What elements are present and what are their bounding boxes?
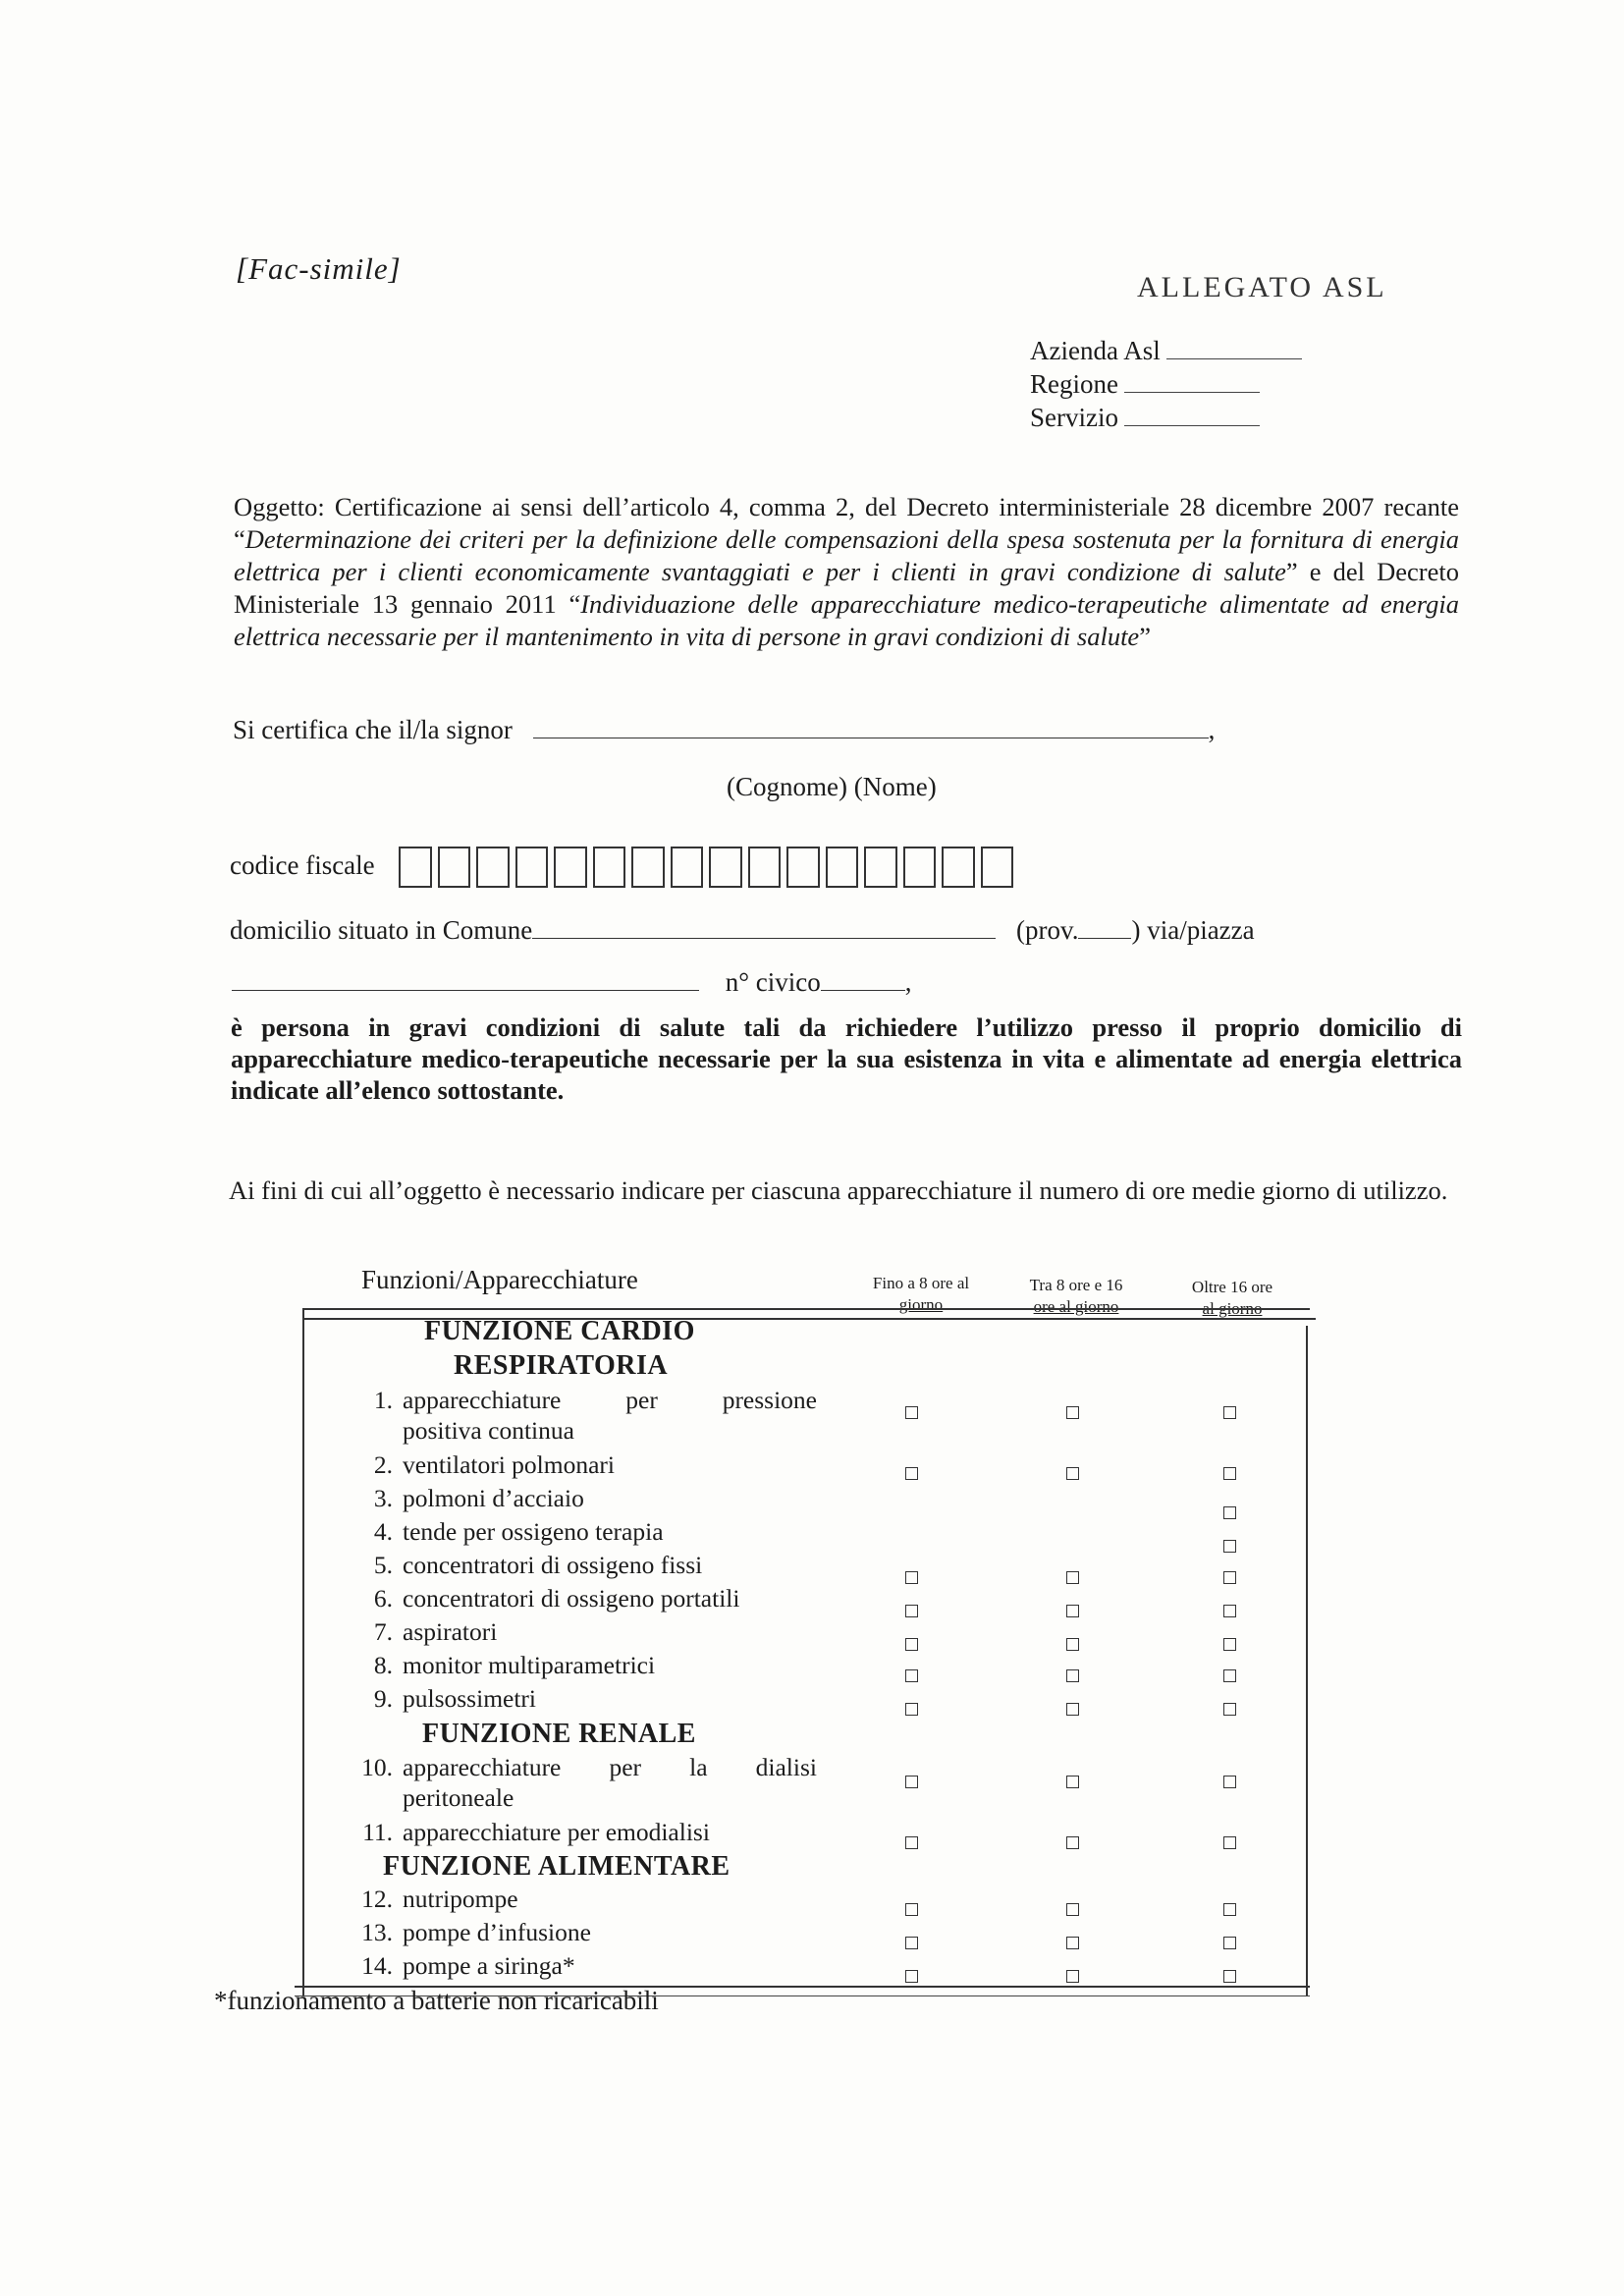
col-header-3-line2: al giorno: [1202, 1299, 1263, 1318]
asl-azienda-row: [1030, 336, 1302, 366]
hours-checkbox[interactable]: [1223, 1669, 1236, 1682]
hours-checkbox[interactable]: [905, 1903, 918, 1916]
hours-checkbox[interactable]: [905, 1669, 918, 1682]
item-label: apparecchiature per la dialisi: [403, 1753, 817, 1781]
section-alimentare: FUNZIONE ALIMENTARE: [383, 1851, 731, 1882]
table-row: [346, 1650, 856, 1680]
asl-servizio-label: Servizio: [1030, 403, 1118, 432]
table-row: [346, 1683, 856, 1714]
certifica-comma: ,: [1208, 715, 1216, 744]
asl-regione-row: [1030, 369, 1260, 400]
item-label: ventilatori polmonari: [403, 1450, 615, 1479]
item-number: 13.: [361, 1918, 393, 1946]
item-number: 10.: [361, 1753, 393, 1781]
civico-comma: ,: [904, 967, 912, 997]
hours-checkbox[interactable]: [905, 1406, 918, 1419]
oggetto-italic-2: Individuazione delle apparecchiature medico-terapeutiche alimentate ad energia elettrica necessarie per il mantenimento in vita di persone in gravi condizioni di salute: [234, 589, 1459, 651]
certifica-row: [233, 715, 1215, 745]
item-label: monitor multiparametrici: [403, 1651, 656, 1679]
codice-fiscale-box[interactable]: [748, 847, 782, 888]
codice-fiscale-box[interactable]: [438, 847, 471, 888]
table-row: [346, 1449, 856, 1480]
col-header-1-line2: giorno: [898, 1295, 944, 1314]
table-row: [346, 1950, 856, 1981]
item-number: 12.: [361, 1885, 393, 1913]
col-header-main: Funzioni/Apparecchiature: [361, 1265, 638, 1294]
item-label: nutripompe: [403, 1885, 518, 1913]
hours-checkbox[interactable]: [1066, 1937, 1079, 1949]
item-label: pompe d’infusione: [403, 1918, 591, 1946]
col-header-1-line1: Fino a 8 ore al: [872, 1274, 970, 1292]
item-label-continued: peritoneale: [403, 1783, 514, 1812]
codice-fiscale-box[interactable]: [515, 847, 549, 888]
hours-checkbox[interactable]: [1223, 1540, 1236, 1553]
hours-checkbox[interactable]: [1223, 1467, 1236, 1480]
via-label: ) via/piazza: [1131, 915, 1255, 945]
item-label: polmoni d’acciaio: [403, 1484, 584, 1512]
hours-checkbox[interactable]: [905, 1836, 918, 1849]
item-label: aspiratori: [403, 1617, 498, 1646]
hours-checkbox[interactable]: [1223, 1970, 1236, 1983]
hours-checkbox[interactable]: [1223, 1776, 1236, 1788]
codice-fiscale-label: codice fiscale: [230, 850, 375, 880]
hours-checkbox[interactable]: [1066, 1467, 1079, 1480]
item-number: 2.: [373, 1450, 393, 1479]
facsimile-label: [Fac-simile]: [236, 251, 402, 286]
codice-fiscale-box[interactable]: [671, 847, 704, 888]
table-row: [346, 1917, 856, 1947]
codice-fiscale-box[interactable]: [554, 847, 587, 888]
item-label: concentratori di ossigeno fissi: [403, 1551, 703, 1579]
codice-fiscale-box[interactable]: [476, 847, 510, 888]
table-row: [346, 1550, 856, 1580]
hours-checkbox[interactable]: [905, 1638, 918, 1651]
hours-checkbox[interactable]: [1066, 1836, 1079, 1849]
domicilio-label: domicilio situato in Comune: [230, 915, 533, 945]
table-row: [346, 1817, 856, 1847]
hours-checkbox[interactable]: [905, 1703, 918, 1716]
hours-checkbox[interactable]: [905, 1605, 918, 1617]
hours-checkbox[interactable]: [1223, 1638, 1236, 1651]
item-label: concentratori di ossigeno portatili: [403, 1584, 740, 1613]
oggetto-suffix: ”: [1139, 622, 1151, 651]
hours-checkbox[interactable]: [1066, 1970, 1079, 1983]
table-row: [346, 1752, 856, 1813]
section-cardio-line1: FUNZIONE CARDIO: [424, 1316, 695, 1346]
domicilio-row: [230, 915, 1255, 946]
civico-label: n° civico: [725, 967, 821, 997]
oggetto-prefix: Oggetto: Certificazione ai sensi dell’articolo 4, comma 2, del Decreto interministeriale 28 dicembre 2007 recante “: [234, 492, 1459, 554]
hours-checkbox[interactable]: [1066, 1605, 1079, 1617]
item-number: 7.: [373, 1617, 393, 1646]
codice-fiscale-boxes: [399, 847, 1019, 888]
hours-checkbox[interactable]: [1223, 1571, 1236, 1584]
item-number: 9.: [373, 1684, 393, 1713]
certifica-label: Si certifica che il/la signor: [233, 715, 513, 744]
prov-line[interactable]: [1078, 937, 1131, 939]
asl-azienda-line[interactable]: [1166, 357, 1302, 359]
codice-fiscale-box[interactable]: [709, 847, 742, 888]
col-header-3-line1: Oltre 16 ore: [1191, 1278, 1273, 1296]
hours-checkbox[interactable]: [1066, 1903, 1079, 1916]
codice-fiscale-box[interactable]: [786, 847, 820, 888]
comune-line[interactable]: [532, 937, 996, 939]
item-label: apparecchiature per pressione: [403, 1386, 817, 1414]
nome-line[interactable]: [533, 737, 1209, 738]
table-row: [346, 1583, 856, 1613]
hours-checkbox[interactable]: [1223, 1903, 1236, 1916]
codice-fiscale-box[interactable]: [981, 847, 1014, 888]
item-number: 6.: [373, 1584, 393, 1613]
via-row: [232, 967, 912, 998]
prov-label: (prov.: [1015, 915, 1079, 945]
hours-checkbox[interactable]: [905, 1467, 918, 1480]
codice-fiscale-box[interactable]: [903, 847, 937, 888]
asl-regione-label: Regione: [1030, 369, 1118, 399]
table-row: [346, 1516, 856, 1547]
codice-fiscale-box[interactable]: [864, 847, 897, 888]
hours-checkbox[interactable]: [1066, 1703, 1079, 1716]
item-label: pulsossimetri: [403, 1684, 537, 1713]
item-number: 3.: [373, 1484, 393, 1512]
oggetto-italic-1: Determinazione dei criteri per la definizione delle compensazioni della spesa sostenuta per la fornitura di energia elettrica per i clienti economicamente svantaggiati e per i clienti in gravi condizione di salute: [234, 524, 1459, 586]
table-row: [346, 1616, 856, 1647]
hours-checkbox[interactable]: [1223, 1836, 1236, 1849]
hours-checkbox[interactable]: [1066, 1571, 1079, 1584]
hours-checkbox[interactable]: [1223, 1937, 1236, 1949]
hours-checkbox[interactable]: [1223, 1605, 1236, 1617]
cognome-nome-hint: (Cognome) (Nome): [727, 772, 937, 801]
item-label-continued: positiva continua: [403, 1416, 574, 1445]
codice-fiscale-box[interactable]: [593, 847, 626, 888]
table-row: [346, 1483, 856, 1513]
civico-line[interactable]: [821, 989, 905, 991]
asl-servizio-line[interactable]: [1124, 424, 1260, 426]
codice-fiscale-box[interactable]: [942, 847, 975, 888]
hours-checkbox[interactable]: [1066, 1406, 1079, 1419]
hours-checkbox[interactable]: [1223, 1506, 1236, 1519]
hours-checkbox[interactable]: [1066, 1669, 1079, 1682]
section-renale: FUNZIONE RENALE: [422, 1719, 696, 1749]
item-number: 8.: [373, 1651, 393, 1679]
table-row: [346, 1884, 856, 1914]
via-line[interactable]: [232, 989, 699, 991]
asl-regione-line[interactable]: [1124, 391, 1260, 393]
codice-fiscale-box[interactable]: [399, 847, 432, 888]
item-label: tende per ossigeno terapia: [403, 1517, 664, 1546]
item-number: 11.: [362, 1818, 393, 1846]
hours-checkbox[interactable]: [905, 1776, 918, 1788]
allegato-title: ALLEGATO ASL: [1137, 271, 1387, 303]
item-label: apparecchiature per emodialisi: [403, 1818, 710, 1846]
codice-fiscale-box[interactable]: [631, 847, 665, 888]
item-number: 4.: [373, 1517, 393, 1546]
hours-checkbox[interactable]: [905, 1970, 918, 1983]
table-row: [346, 1385, 856, 1446]
item-number: 1.: [373, 1386, 393, 1414]
item-number: 5.: [373, 1551, 393, 1579]
hours-checkbox[interactable]: [1066, 1638, 1079, 1651]
col-header-2-line2: ore al giorno: [1033, 1297, 1119, 1316]
col-header-2-line1: Tra 8 ore e 16: [1029, 1276, 1123, 1294]
item-label: pompe a siringa*: [403, 1951, 575, 1980]
oggetto-paragraph: [234, 491, 1459, 653]
hours-checkbox[interactable]: [905, 1937, 918, 1949]
condizioni-paragraph: è persona in gravi condizioni di salute tali da richiedere l’utilizzo presso il proprio domicilio di apparecchiature medico-terapeutiche necessarie per la sua esistenza in vita e alimentate ad energia elettrica indicate all’elenco sottostante.: [231, 1012, 1462, 1105]
hours-checkbox[interactable]: [905, 1571, 918, 1584]
hours-checkbox[interactable]: [1223, 1406, 1236, 1419]
hours-checkbox[interactable]: [1223, 1703, 1236, 1716]
hours-checkbox[interactable]: [1066, 1776, 1079, 1788]
table-right-rule: [1306, 1326, 1308, 1996]
ai-fini-paragraph: Ai fini di cui all’oggetto è necessario indicare per ciascuna apparecchiature il numero di ore medie giorno di utilizzo.: [229, 1175, 1448, 1205]
footnote: *funzionamento a batterie non ricaricabili: [214, 1986, 659, 2015]
oggetto-middle: ” e del Decreto Ministeriale 13 gennaio 2011 “: [234, 557, 1460, 619]
asl-servizio-row: [1030, 403, 1260, 433]
item-number: 14.: [361, 1951, 393, 1980]
codice-fiscale-box[interactable]: [826, 847, 859, 888]
section-cardio-line2: RESPIRATORIA: [454, 1350, 669, 1381]
asl-azienda-label: Azienda Asl: [1030, 336, 1161, 365]
